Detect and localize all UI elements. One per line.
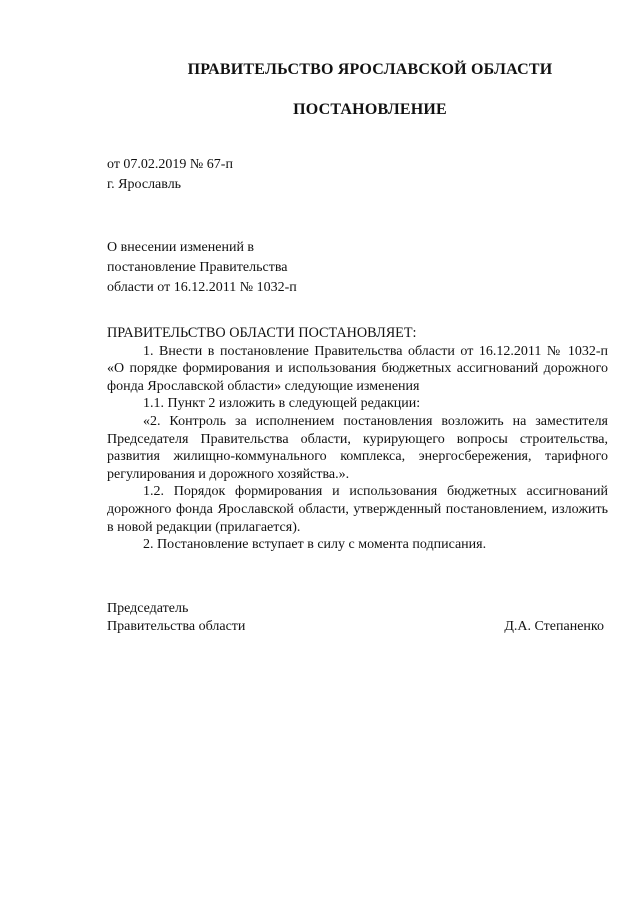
date-number: от 07.02.2019 № 67-п	[107, 157, 233, 172]
body-paragraph: 1. Внести в постановление Правительства области от 16.12.2011 № 1032-п «О порядке формирования и использования бюджетных ассигнований дорожного фонда Ярославской области» следующие изменения	[107, 343, 608, 394]
resolution-lead: ПРАВИТЕЛЬСТВО ОБЛАСТИ ПОСТАНОВЛЯЕТ:	[107, 325, 417, 341]
body-paragraph: 1.1. Пункт 2 изложить в следующей редакции:	[143, 396, 421, 412]
signature-row	[107, 618, 604, 636]
signature-block	[107, 600, 604, 636]
subject-line: области от 16.12.2011 № 1032-п	[107, 280, 297, 295]
document-subject	[107, 238, 297, 298]
document-meta	[107, 155, 233, 195]
document-type-title: ПОСТАНОВЛЕНИЕ	[293, 101, 447, 118]
signatory-position-line: Правительства области	[107, 619, 246, 634]
body-paragraph: «2. Контроль за исполнением постановления возложить на заместителя Председателя Правительства области, курирующего вопросы строительства, развития жилищно-коммунального комплекса, энергосбережения, тарифного регулирования и дорожного хозяйства.».	[107, 413, 608, 482]
organization-title: ПРАВИТЕЛЬСТВО ЯРОСЛАВСКОЙ ОБЛАСТИ	[187, 61, 553, 78]
body-paragraph: 2. Постановление вступает в силу с момента подписания.	[143, 537, 487, 553]
body-paragraph: 1.2. Порядок формирования и использования бюджетных ассигнований дорожного фонда Ярославской области, утвержденный постановлением, изложить в новой редакции (прилагается).	[107, 484, 608, 535]
subject-line: О внесении изменений в	[107, 240, 255, 255]
signatory-name: Д.А. Степаненко	[504, 619, 604, 634]
subject-line: постановление Правительства	[107, 260, 288, 275]
document-body	[107, 325, 608, 554]
city: г. Ярославль	[107, 177, 182, 192]
signatory-position-line: Председатель	[107, 601, 189, 616]
